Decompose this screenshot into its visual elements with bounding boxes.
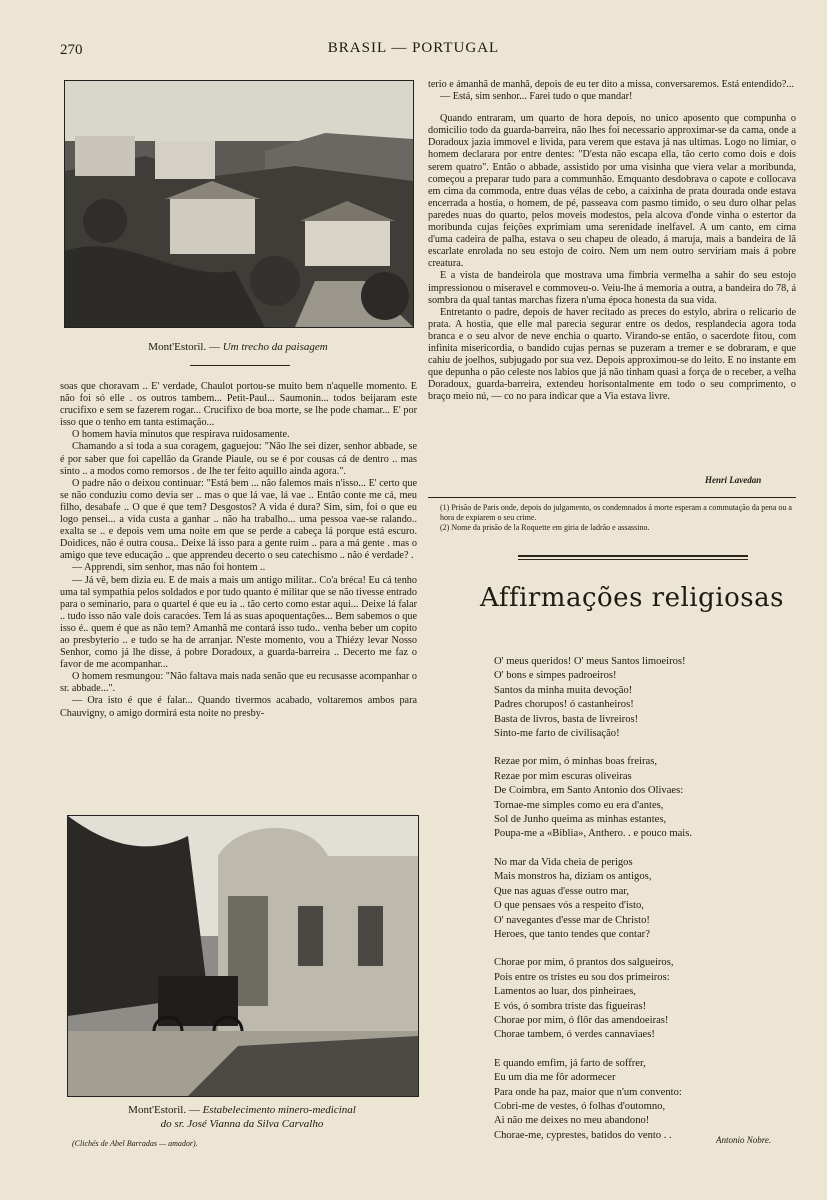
poem-line: Chorae por mim, ó flôr das amendoeiras! (494, 1014, 669, 1026)
top-caption-place: Mont'Estoril. — (148, 341, 220, 353)
poem-line: Sinto-me farto de civilisação! (494, 728, 620, 740)
page-number: 270 (60, 42, 83, 58)
poem-line: Sol de Junho queima as minhas estantes, (494, 814, 667, 826)
paragraph: — Apprendi, sim senhor, mas não foi hontem .. (72, 562, 266, 574)
poem-line: E quando emfim, já farto de soffrer, (494, 1057, 646, 1069)
poem-line: Pois entre os tristes eu sou dos primeiros: (494, 971, 670, 983)
poem-line: Chorae tambem, ó verdes cannaviaes! (494, 1029, 655, 1041)
poem-line: Mais monstros ha, diziam os antigos, (494, 871, 652, 883)
footnotes (440, 503, 796, 533)
paragraph: O homem havia minutos que respirava ruidosamente. (72, 429, 290, 441)
poem-author: Antonio Nobre. (716, 1135, 772, 1145)
poem-stanza (494, 755, 692, 841)
photo-credit: (Clichés de Abel Barradas — amador). (72, 1139, 198, 1148)
poem-line: E vós, ó sombra triste das figueiras! (494, 1000, 647, 1012)
poem-line: O que pensaes vós a respeito d'isto, (494, 900, 644, 912)
bottom-photo-caption (67, 1103, 417, 1131)
poem-stanza (494, 956, 692, 1042)
left-column-text (60, 381, 417, 720)
poem-line: O' bons e simpes padroeiros! (494, 670, 617, 682)
footnote: (2) Nome da prisão de la Roquette em giria de ladrão e assassino. (440, 523, 650, 532)
paragraph: terio e ámanhã de manhã, depois de eu ter dito a missa, conversaremos. Está entendido?... (428, 79, 795, 90)
paragraph: — Está, sim senhor... Farei tudo o que mandar! (440, 91, 633, 103)
poem-line: Que nas aguas d'esse outro mar, (494, 885, 630, 897)
poem-line: Tornae-me simples como eu era d'antes, (494, 799, 664, 811)
spa-building-photo (67, 815, 419, 1097)
poem-stanza (494, 856, 692, 942)
bottom-caption-place: Mont'Estoril. — (128, 1104, 200, 1116)
bottom-caption-line1: Estabelecimento minero-medicinal (202, 1104, 356, 1116)
poem-line: Cobri-me de vestes, ó folhas d'outomno, (494, 1100, 666, 1112)
paragraph: E a vista de bandeirola que mostrava uma fimbria vermelha a sahir do seu estojo impressionou o miseravel e commoveu-o. Veiu-lhe á memoria a outra, a bandeira do 78, á sombra da qual tantas marchas fizera n'uma época honesta da sua vida. (428, 270, 796, 306)
poem-line: Basta de livros, basta de livreiros! (494, 713, 639, 725)
paragraph: soas que choravam .. E' verdade, Chaulot portou-se muito bem n'aquelle momento. E não foi só elle . os outros tambem... Petit-Paul... Saumonin... todos beijaram este crucifixo e sem se fazerem rogar... Crucifixo de boa morte, se lhe pode chamar... E' por isso que o tenho em tanta estimação... (60, 381, 417, 429)
paragraph: Chamando a si toda a sua coragem, gaguejou: "Não lhe sei dizer, senhor abbade, se é por saber que foi capellão da Grande Piaule, ou se é por cousas cá de dentro .. mas sinto .. a modos como remorsos . de lhe ter feito aquillo ainda agora.". (60, 441, 417, 477)
paragraph: O padre não o deixou continuar: "Está bem ... não falemos mais n'isso... E' certo que se não conduziu como devia ser .. mas o que lá vae, lá vae .. Então conte me cá, meu filho, desabafe .. O que é que tem? Desgostos? A vida é dura? Sim, sim, foi o que eu logo pensei... a vida custa a ganhar .. não ha trabalho... uma pessoa vae-se ralando.. exalta se .. e depois vem uma noite em que se perde a cabeça lá porque está escuro. Doidices, não é outra cousa.. Deixe lá isso para a gente ruim .. para a má gente . mas o amigo que teve educação .. que apprendeu decerto o seu catechismo .. não é verdade? . (60, 477, 417, 562)
running-title: BRASIL — PORTUGAL (327, 40, 500, 56)
poem-line: Ai não me deixes no meu abandono! (494, 1115, 650, 1127)
top-caption-title: Um trecho da paisagem (222, 341, 328, 353)
author-signature: Henri Lavedan (705, 475, 762, 485)
right-column-text (428, 79, 796, 403)
footnote-rule (428, 497, 796, 498)
poem-line: Poupa-me a «Biblia», Anthero. . e pouco mais. (494, 828, 693, 840)
poem-line: Rezae por mim escuras oliveiras (494, 770, 632, 782)
poem-line: Santos da minha muita devoção! (494, 684, 633, 696)
poem-line: Para onde ha paz, maior que n'um convento: (494, 1086, 682, 1098)
poem-stanza (494, 655, 692, 741)
paragraph: Entretanto o padre, depois de haver recitado as preces do estylo, abrira o relicario de prata. A hostia, que elle mal parecia segurar entre os dedos, resplandecia agora toda branca e o seu alvor de neve enchia o quarto. Virando-se então, o sacerdote fitou, com infinita misericordia, o bandido cujas pernas se puzeram a tremer e se dobraram, e que cahiu de joelhos, subjugado por sua vez. Depois approximou-se do leito. E no instante em que depunha o pão celeste nos labios que já não tinham quasi a força de o receber, a velha Doradoux, guarda-barreira, extendeu horisontalmente em todo o seu comprimento, o braço meio nú, — co no para indicar que a Via estava livre. (428, 306, 796, 403)
poem-line: O' navegantes d'esse mar de Christo! (494, 914, 650, 926)
poem-line: Padres chorupos! ó castanheiros! (494, 699, 634, 711)
poem-line: Lamentos ao luar, dos pinheiraes, (494, 986, 636, 998)
section-rule (518, 559, 748, 560)
section-rule (518, 555, 748, 557)
poem-line: O' meus queridos! O' meus Santos limoeiros! (494, 656, 686, 667)
paragraph: — Ora isto é que é falar... Quando tivermos acabado, voltaremos ambos para Chauvigny, o amigo dormirá esta noite no presby- (60, 695, 417, 719)
poem-title: Affirmações religiosas (480, 583, 784, 613)
paragraph: O homem resmungou: "Não faltava mais nada senão que eu recusasse acompanhar o sr. abbade...". (60, 671, 417, 695)
poem-line: Chorae por mim, ó prantos dos salgueiros, (494, 957, 674, 969)
footnote: (1) Prisão de Paris onde, depois do julgamento, os condemnados á morte esperam a commutação da pena ou a hora de expiarem o seu crime. (440, 503, 792, 522)
paragraph: — Já vê, bem dizia eu. E de mais a mais um antigo militar.. Co'a bréca! Eu cá tenho uma tal sympathia pelos soldados e por tudo quanto é militar que se não tivesse entrado para o seminario, para o quartel é que eu ia .. tão certo como estar aqui... Deixe lá falar .. tudo isso não vale dois caracóes. Tem lá as suas apoquentações... Bem sabemos o que isso é.. quem é que as não tem? Amanhã me contará isso tudo.. venha beber um copito ao presbyterio .. e tudo se ha de arranjar. N'este momento, vou a Thiézy levar Nosso Senhor, como já lhe disse, á pobre Doradoux, a guarda-barreira .. Decerto me faz o favor de me acompanhar... (60, 574, 417, 671)
landscape-photo (64, 80, 414, 328)
poem-line: Heroes, que tanto tendes que contar? (494, 928, 650, 940)
paragraph: Quando entraram, um quarto de hora depois, no unico aposento que compunha o domicilio todo da guarda-barreira, não lhes foi necessario approximar-se da cama, onde a Doradoux jazia immovel e livida, para verem que estava já nas ultimas. Logo no limiar, o homem declarara por entre dentes: "D'esta não escapa ella, tão certo como dois e dois serem quatro". Então o abbade, assistido por uma visinha que viera velar a moribunda, começou a preparar tudo para a communhão. Emquanto desdobrava o capote e collocava em cima da commoda, entre duas vélas de cebo, a caixinha de prata dourada onde estava encerrada a hostia, o homem, de pé, passeava com pasmo timido, o seu duro olhar pelas paredes nuas do quarto, pelos moveis modestos, pela alcova d'onde vinha o estertor da moribunda cujas feições exprimiam uma serenidade inelfavel. A um canto, em cima d'uma cadeira de palha, estava o seu chapeu de oleado, á maruja, mais a bandeira de lã escarlate enrolada no seu estojo de coiro. Nem um nem outro serviriam mais á pobre creatura. (428, 113, 796, 270)
poem-line: No mar da Vida cheia de perigos (494, 856, 633, 868)
top-photo-caption (64, 340, 412, 354)
poem-line: Eu um dia me fôr adormecer (494, 1072, 616, 1084)
poem-body (494, 655, 692, 1157)
poem-stanza (494, 1057, 692, 1143)
poem-line: Rezae por mim, ó minhas boas freiras, (494, 756, 657, 768)
poem-line: Chorae-me, cyprestes, batidos do vento . . (494, 1129, 672, 1141)
poem-line: De Coimbra, em Santo Antonio dos Olivaes: (494, 785, 684, 797)
divider-rule (190, 365, 290, 366)
bottom-caption-line2: do sr. José Vianna da Silva Carvalho (160, 1118, 324, 1130)
